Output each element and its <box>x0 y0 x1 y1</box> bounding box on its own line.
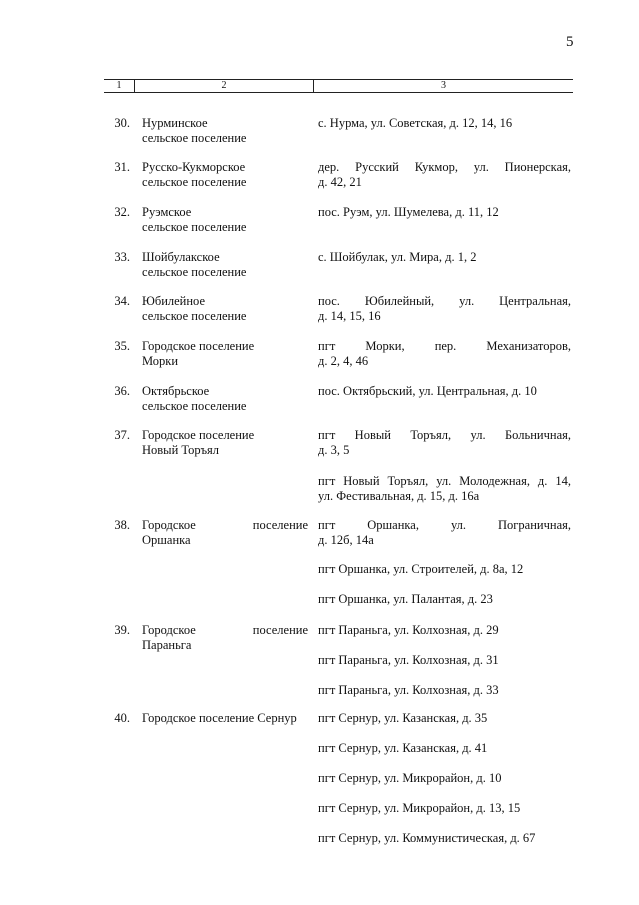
address-line: дер. Русский Кукмор, ул. Пионерская, <box>318 160 571 174</box>
settlement-name-line: сельское поселение <box>142 175 247 189</box>
settlement-name <box>142 339 308 369</box>
address-line: пгт Новый Торъял, ул. Молодежная, д. 14, <box>318 474 571 488</box>
address-entry <box>318 294 571 324</box>
settlement-name <box>142 250 308 280</box>
address-entry <box>318 683 571 698</box>
settlement-name <box>142 384 308 414</box>
address-entry <box>318 339 571 369</box>
address-entry <box>318 160 571 190</box>
settlement-name-line: Городское поселение <box>142 339 255 353</box>
header-col-2: 2 <box>135 80 314 92</box>
row-number: 37. <box>114 428 130 442</box>
address-line: пгт Сернур, ул. Микрорайон, д. 13, 15 <box>318 801 521 815</box>
row-number: 38. <box>114 518 130 532</box>
address-line: д. 42, 21 <box>318 175 362 189</box>
address-line: пгт Сернур, ул. Казанская, д. 41 <box>318 741 488 755</box>
row-number: 32. <box>114 205 130 219</box>
settlement-name-line: сельское поселение <box>142 265 247 279</box>
settlement-name <box>142 160 308 190</box>
header-col-1: 1 <box>104 80 135 92</box>
settlement-name <box>142 623 308 653</box>
row-number: 30. <box>114 116 130 130</box>
settlement-name-line: Городское поселение <box>142 428 255 442</box>
address-line: пгт Сернур, ул. Казанская, д. 35 <box>318 711 488 725</box>
address-line: пгт Оршанка, ул. Пограничная, <box>318 518 571 532</box>
address-entry <box>318 518 571 548</box>
address-line: пгт Параньга, ул. Колхозная, д. 31 <box>318 653 499 667</box>
address-entry <box>318 741 571 756</box>
settlement-name-line: Новый Торъял <box>142 443 220 457</box>
settlement-name-line: Городское поселение <box>142 518 308 532</box>
settlement-name-line: Городское поселение <box>142 623 308 637</box>
row-number: 34. <box>114 294 130 308</box>
address-line: пгт Оршанка, ул. Строителей, д. 8а, 12 <box>318 562 524 576</box>
address-line: пгт Оршанка, ул. Палантая, д. 23 <box>318 592 493 606</box>
settlement-name-line: Городское поселение Сернур <box>142 711 297 725</box>
settlement-name-line: Нурминское <box>142 116 208 130</box>
address-entry <box>318 205 571 220</box>
settlement-name-line: сельское поселение <box>142 399 247 413</box>
row-number: 35. <box>114 339 130 353</box>
address-line: пос. Юбилейный, ул. Центральная, <box>318 294 571 308</box>
address-entry <box>318 711 571 726</box>
address-entry <box>318 428 571 458</box>
address-line: пгт Морки, пер. Механизаторов, <box>318 339 571 353</box>
address-entry <box>318 562 571 577</box>
row-number: 39. <box>114 623 130 637</box>
address-entry <box>318 250 571 265</box>
address-line: с. Нурма, ул. Советская, д. 12, 14, 16 <box>318 116 513 130</box>
address-entry <box>318 801 571 816</box>
settlement-name-line: Русско-Кукморское <box>142 160 246 174</box>
settlement-name-line: Октябрьское <box>142 384 210 398</box>
header-col-3: 3 <box>441 80 446 91</box>
settlement-name-line: Морки <box>142 354 179 368</box>
settlement-name <box>142 428 308 458</box>
row-number: 36. <box>114 384 130 398</box>
address-line: пос. Октябрьский, ул. Центральная, д. 10 <box>318 384 537 398</box>
address-line: д. 2, 4, 46 <box>318 354 369 368</box>
address-entry <box>318 831 571 846</box>
address-entry <box>318 592 571 607</box>
settlement-name-line: сельское поселение <box>142 309 247 323</box>
address-entry <box>318 771 571 786</box>
settlement-name-line: Юбилейное <box>142 294 206 308</box>
address-entry <box>318 116 571 131</box>
row-number: 31. <box>114 160 130 174</box>
address-line: пгт Параньга, ул. Колхозная, д. 33 <box>318 683 499 697</box>
address-line: пгт Параньга, ул. Колхозная, д. 29 <box>318 623 499 637</box>
address-line: пгт Сернур, ул. Коммунистическая, д. 67 <box>318 831 536 845</box>
settlement-name-line: сельское поселение <box>142 220 247 234</box>
settlement-name-line: сельское поселение <box>142 131 247 145</box>
settlement-name <box>142 116 308 146</box>
address-entry <box>318 653 571 668</box>
address-line: пос. Руэм, ул. Шумелева, д. 11, 12 <box>318 205 499 219</box>
settlement-name <box>142 518 308 548</box>
address-line: ул. Фестивальная, д. 15, д. 16а <box>318 489 480 503</box>
settlement-name-line: Оршанка <box>142 533 191 547</box>
address-entry <box>318 384 571 399</box>
settlement-name <box>142 294 308 324</box>
page-number: 5 <box>566 34 574 50</box>
address-line: д. 12б, 14а <box>318 533 374 547</box>
address-line: с. Шойбулак, ул. Мира, д. 1, 2 <box>318 250 477 264</box>
settlement-name <box>142 711 308 726</box>
settlement-name-line: Руэмское <box>142 205 192 219</box>
address-line: пгт Новый Торъял, ул. Больничная, <box>318 428 571 442</box>
settlement-name <box>142 205 308 235</box>
row-number: 40. <box>114 711 130 725</box>
row-number: 33. <box>114 250 130 264</box>
address-line: пгт Сернур, ул. Микрорайон, д. 10 <box>318 771 502 785</box>
address-entry <box>318 474 571 504</box>
settlement-name-line: Шойбулакское <box>142 250 220 264</box>
address-line: д. 3, 5 <box>318 443 350 457</box>
table-header <box>104 79 573 93</box>
address-entry <box>318 623 571 638</box>
address-line: д. 14, 15, 16 <box>318 309 381 323</box>
settlement-name-line: Параньга <box>142 638 192 652</box>
